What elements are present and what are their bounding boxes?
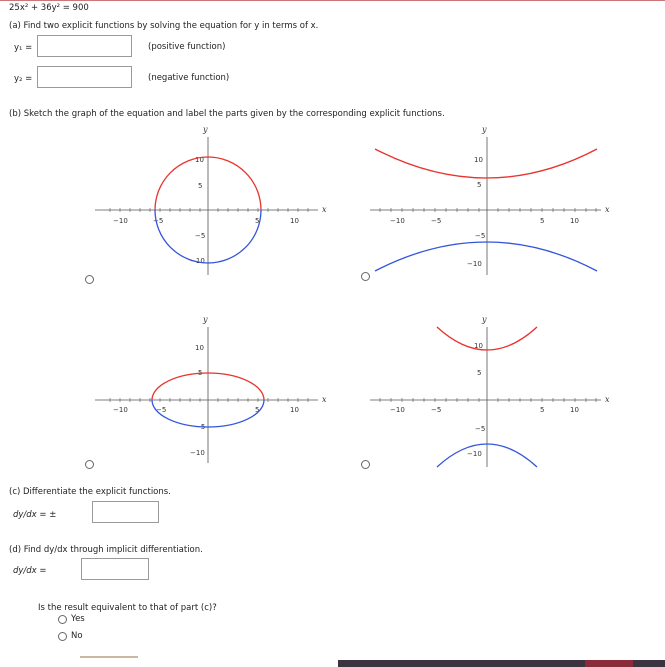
y-axis-label: y <box>203 315 208 324</box>
no-radio[interactable] <box>58 632 67 641</box>
tick-y-5: 5 <box>477 181 482 189</box>
tick-x-10: 10 <box>290 406 299 414</box>
y-axis-label: y <box>482 125 487 134</box>
no-label: No <box>71 631 83 641</box>
y1-input[interactable] <box>37 35 132 57</box>
x-axis-label: x <box>605 205 610 214</box>
part-d-prompt: (d) Find dy/dx through implicit differentiation. <box>9 545 203 555</box>
tick-y-neg5: −5 <box>195 423 206 431</box>
y-axis-label: y <box>482 315 487 324</box>
graph-option-3 <box>90 315 330 465</box>
tick-x-5: 5 <box>540 217 545 225</box>
tick-y-5: 5 <box>198 182 203 190</box>
tick-x-neg10: −10 <box>113 406 128 414</box>
part-d-input[interactable] <box>81 558 149 580</box>
tick-x-neg5: −5 <box>153 217 164 225</box>
negative-curve <box>375 242 597 271</box>
x-axis-label: x <box>322 205 327 214</box>
y-axis-label: y <box>203 125 208 134</box>
bottom-tab-indicator <box>80 656 138 658</box>
tick-x-neg5: −5 <box>156 406 167 414</box>
tick-x-neg5: −5 <box>431 217 442 225</box>
tick-y-10: 10 <box>195 344 204 352</box>
part-a-prompt: (a) Find two explicit functions by solving the equation for y in terms of x. <box>9 21 319 31</box>
tick-x-10: 10 <box>290 217 299 225</box>
tick-y-neg10: −10 <box>190 449 205 457</box>
tick-y-10: 10 <box>195 156 204 164</box>
tick-y-neg10: −10 <box>467 260 482 268</box>
graph-option-4-radio[interactable] <box>361 460 370 469</box>
part-c-label: dy/dx = ± <box>13 510 57 520</box>
part-c-prompt: (c) Differentiate the explicit functions. <box>9 487 171 497</box>
graph-option-3-radio[interactable] <box>85 460 94 469</box>
tick-x-5: 5 <box>255 406 260 414</box>
tick-x-10: 10 <box>570 406 579 414</box>
tick-y-neg10: −10 <box>467 450 482 458</box>
y1-note: (positive function) <box>148 42 226 52</box>
tick-x-neg5: −5 <box>431 406 442 414</box>
tick-y-neg5: −5 <box>475 425 486 433</box>
graph-option-2-radio[interactable] <box>361 272 370 281</box>
bottom-bar-accent <box>585 660 633 667</box>
y2-label: y₂ = <box>14 74 33 84</box>
graph-option-2 <box>365 125 615 280</box>
tick-y-5: 5 <box>477 369 482 377</box>
y1-label: y₁ = <box>14 43 33 53</box>
y2-note: (negative function) <box>148 73 230 83</box>
equation-text: 25x² + 36y² = 900 <box>9 3 89 13</box>
yes-label: Yes <box>71 614 85 624</box>
tick-y-neg10: −10 <box>190 257 205 265</box>
y2-input[interactable] <box>37 66 132 88</box>
part-d-label: dy/dx = <box>13 566 47 576</box>
tick-y-neg5: −5 <box>195 232 206 240</box>
graph-option-1 <box>90 125 330 280</box>
x-axis-label: x <box>605 395 610 404</box>
tick-y-neg5: −5 <box>475 232 486 240</box>
tick-x-neg10: −10 <box>390 406 405 414</box>
equivalence-question: Is the result equivalent to that of part (c)? <box>38 603 217 613</box>
x-axis-label: x <box>322 395 327 404</box>
part-b-prompt: (b) Sketch the graph of the equation and label the parts given by the corresponding explicit functions. <box>9 109 445 119</box>
tick-y-10: 10 <box>474 156 483 164</box>
tick-x-10: 10 <box>570 217 579 225</box>
tick-y-10: 10 <box>474 342 483 350</box>
graph-option-1-radio[interactable] <box>85 275 94 284</box>
tick-x-neg10: −10 <box>113 217 128 225</box>
tick-x-5: 5 <box>540 406 545 414</box>
tick-x-5: 5 <box>255 217 260 225</box>
yes-radio[interactable] <box>58 615 67 624</box>
top-border <box>0 0 665 1</box>
tick-x-neg10: −10 <box>390 217 405 225</box>
graph-option-4 <box>365 315 615 470</box>
tick-y-5: 5 <box>198 369 203 377</box>
part-c-input[interactable] <box>92 501 159 523</box>
positive-curve <box>375 149 597 178</box>
